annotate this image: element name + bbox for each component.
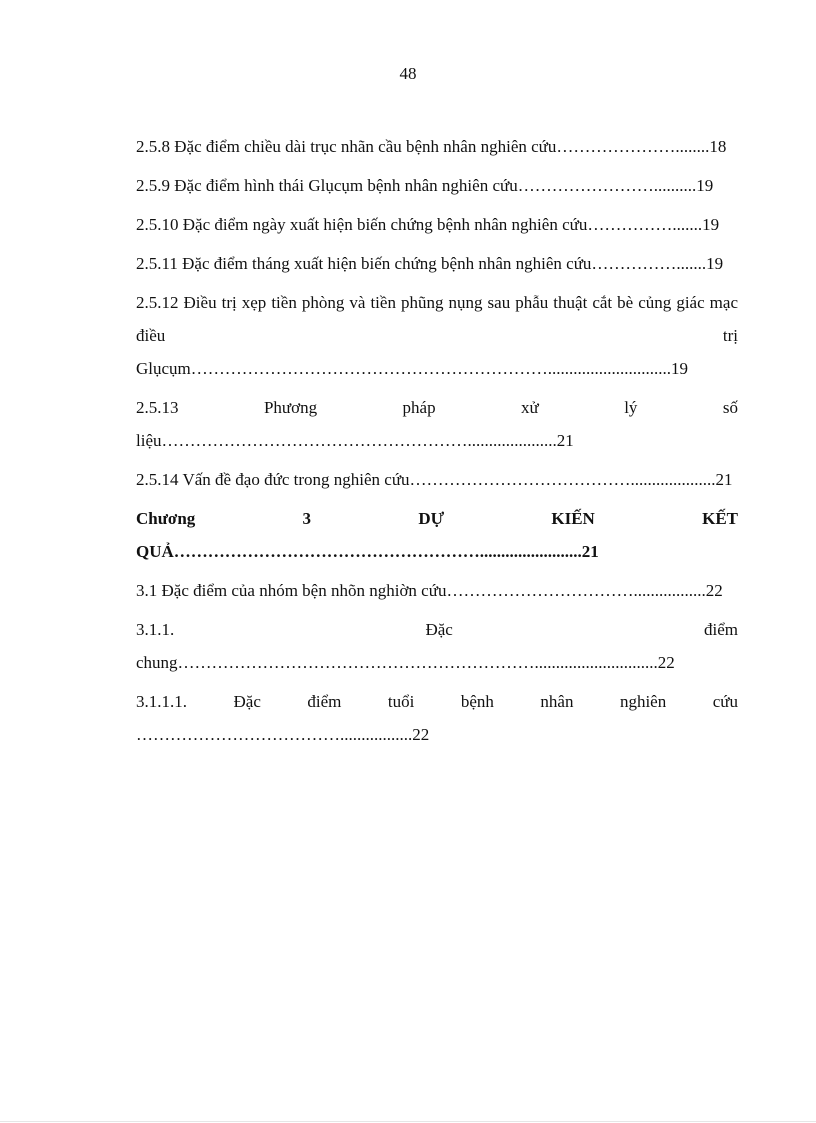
page-bottom-edge xyxy=(0,1121,816,1122)
toc-entry-2-5-8: 2.5.8 Đặc điểm chiều dài trục nhãn cầu bệnh nhân nghiên cứu…………………........18 xyxy=(136,137,727,156)
toc-entry-2-5-10: 2.5.10 Đặc điểm ngày xuất hiện biến chứng bệnh nhân nghiên cứu…………….......19 xyxy=(136,215,720,234)
toc-entry-2-5-11: 2.5.11 Đặc điểm tháng xuất hiện biến chứng bệnh nhân nghiên cứu…………….......19 xyxy=(136,254,724,273)
toc-entry-chapter-3: Chương 3 DỰ KIẾN KẾT QUẢ………………………………………………........................21 xyxy=(136,509,738,561)
toc-entry-3-1-1: 3.1.1. Đặc điểm chung……………………………………………………….............................22 xyxy=(136,620,738,672)
toc-entry-2-5-12: 2.5.12 Điều trị xẹp tiền phòng và tiền phũng nụng sau phẫu thuật cắt bè củng giác mạc điều trị Glụcụm……………………………………………………….............................19 xyxy=(136,293,738,378)
toc-entry-3-1: 3.1 Đặc điểm của nhóm bện nhõn nghiờn cứu…………………………….................22 xyxy=(136,581,723,600)
toc-entry-3-1-1-1: 3.1.1.1. Đặc điểm tuổi bệnh nhân nghiên cứu ……………………………….................22 xyxy=(136,692,738,744)
toc-entry-2-5-9: 2.5.9 Đặc điểm hình thái Glụcụm bệnh nhân nghiên cứu……………………..........19 xyxy=(136,176,714,195)
table-of-contents xyxy=(136,130,738,757)
toc-entry-2-5-13: 2.5.13 Phương pháp xử lý số liệu……………………………………………….....................21 xyxy=(136,398,738,450)
toc-entry-2-5-14: 2.5.14 Vấn đề đạo đức trong nghiên cứu…………………………………....................21 xyxy=(136,470,733,489)
page-number: 48 xyxy=(399,64,417,83)
